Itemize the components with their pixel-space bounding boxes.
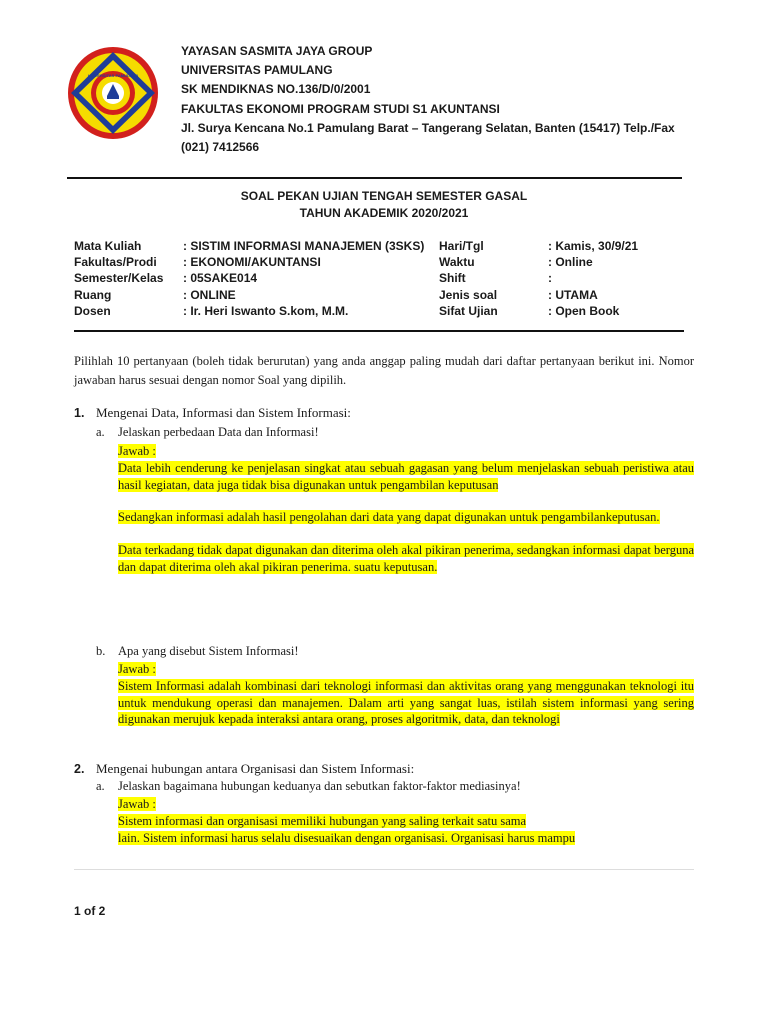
value-ruang: : ONLINE [183, 287, 236, 302]
question-2a [96, 779, 521, 794]
label-sifat-ujian: Sifat Ujian [439, 303, 498, 318]
page-bottom-divider [74, 869, 694, 870]
instructions: Pilihlah 10 pertanyaan (boleh tidak berurutan) yang anda anggap paling mudah dari daftar pertanyaan berikut ini. Nomor jawaban harus sesuai dengan nomor Soal yang dipilih. [74, 354, 694, 387]
academic-year: TAHUN AKADEMIK 2020/2021 [299, 206, 469, 220]
question-1 [74, 405, 351, 421]
info-left-labels [74, 238, 163, 319]
label-fakultas: Fakultas/Prodi [74, 255, 157, 270]
answer-2a-jawab: Jawab : [118, 797, 156, 811]
answer-1a [118, 443, 694, 576]
answer-1a-paragraph-2: Sedangkan informasi adalah hasil pengolahan dari data yang dapat digunakan untuk pengambilankeputusan. [118, 510, 660, 525]
answer-2a [118, 796, 694, 846]
label-ruang: Ruang [74, 287, 112, 302]
question-1-number: 1. [74, 406, 85, 420]
value-semester: : 05SAKE014 [183, 271, 258, 286]
info-right-labels [439, 238, 498, 319]
question-1a-label: a. [96, 425, 105, 439]
label-waktu: Waktu [439, 255, 475, 270]
exam-title: SOAL PEKAN UJIAN TENGAH SEMESTER GASAL [240, 189, 528, 203]
question-1a-text: Jelaskan perbedaan Data dan Informasi! [118, 425, 319, 439]
question-2a-text: Jelaskan bagaimana hubungan keduanya dan sebutkan faktor-faktor mediasinya! [118, 779, 521, 793]
page-number: 1 of 2 [74, 904, 106, 918]
answer-2a-line-2: lain. Sistem informasi harus selalu disesuaikan dengan organisasi. Organisasi harus mampu [118, 830, 576, 845]
answer-1a-paragraph-1: Data lebih cenderung ke penjelasan singkat atau sebuah gagasan yang belum menjelaskan sebuah peristiwa atau hasil kegiatan, data juga tidak bisa digunakan untuk pengambilan keputusan [118, 460, 694, 492]
label-jenis-soal: Jenis soal [439, 287, 498, 302]
label-dosen: Dosen [74, 303, 111, 318]
phone-line: (021) 7412566 [181, 140, 260, 155]
decree-number: SK MENDIKNAS NO.136/D/0/2001 [181, 82, 371, 97]
value-sifat-ujian: : Open Book [548, 303, 620, 318]
label-semester: Semester/Kelas [74, 271, 164, 286]
value-jenis-soal: : UTAMA [548, 287, 598, 302]
value-mata-kuliah: : SISTIM INFORMASI MANAJEMEN (3SKS) [183, 239, 425, 253]
question-1b-text: Apa yang disebut Sistem Informasi! [118, 644, 299, 658]
question-1b-label: b. [96, 644, 106, 658]
answer-1b-jawab: Jawab : [118, 662, 156, 676]
info-right-values [548, 238, 638, 319]
question-2-number: 2. [74, 762, 85, 776]
answer-1a-jawab: Jawab : [118, 444, 156, 458]
answer-1a-paragraph-3: Data terkadang tidak dapat digunakan dan diterima oleh akal pikiran penerima, sedangkan informasi dapat berguna dan dapat diterima oleh akal pikiran penerima. suatu keputusan. [118, 543, 694, 574]
info-divider [74, 330, 684, 332]
question-1-text: Mengenai Data, Informasi dan Sistem Informasi: [96, 405, 351, 420]
value-fakultas: : EKONOMI/AKUNTANSI [183, 255, 321, 270]
question-1b [96, 644, 299, 659]
faculty-name: FAKULTAS EKONOMI PROGRAM STUDI S1 AKUNTANSI [181, 101, 500, 116]
university-name: UNIVERSITAS PAMULANG [181, 63, 333, 78]
label-mata-kuliah: Mata Kuliah [74, 239, 142, 253]
letterhead-divider [67, 177, 682, 179]
answer-1b-paragraph-1: Sistem Informasi adalah kombinasi dari teknologi informasi dan aktivitas orang yang menggunakan teknologi itu untuk mendukung operasi dan manajemen. Dalam arti yang sangat luas, istilah sistem informasi yang sering digunakan merujuk kepada interaksi antara orang, proses algoritmik, data, dan teknologi [118, 678, 694, 727]
value-shift: : [548, 271, 552, 286]
letterhead [181, 42, 675, 157]
info-left-values [183, 238, 424, 319]
question-1a [96, 425, 319, 440]
value-waktu: : Online [548, 255, 593, 270]
question-2-text: Mengenai hubungan antara Organisasi dan Sistem Informasi: [96, 761, 415, 776]
university-logo [67, 46, 159, 140]
label-hari-tgl: Hari/Tgl [439, 239, 484, 253]
foundation-name: YAYASAN SASMITA JAYA GROUP [181, 44, 373, 58]
question-2a-label: a. [96, 779, 105, 793]
address-line: Jl. Surya Kencana No.1 Pamulang Barat – Tangerang Selatan, Banten (15417) Telp./Fax [181, 120, 675, 135]
value-dosen: : Ir. Heri Iswanto S.kom, M.M. [183, 303, 349, 318]
label-shift: Shift [439, 271, 466, 286]
answer-1b [118, 661, 694, 728]
answer-2a-line-1: Sistem informasi dan organisasi memiliki hubungan yang saling terkait satu sama [118, 813, 527, 828]
question-2 [74, 761, 415, 777]
logo-text: UNIVERSITAS PAMULANG [87, 73, 139, 78]
value-hari-tgl: : Kamis, 30/9/21 [548, 239, 639, 253]
